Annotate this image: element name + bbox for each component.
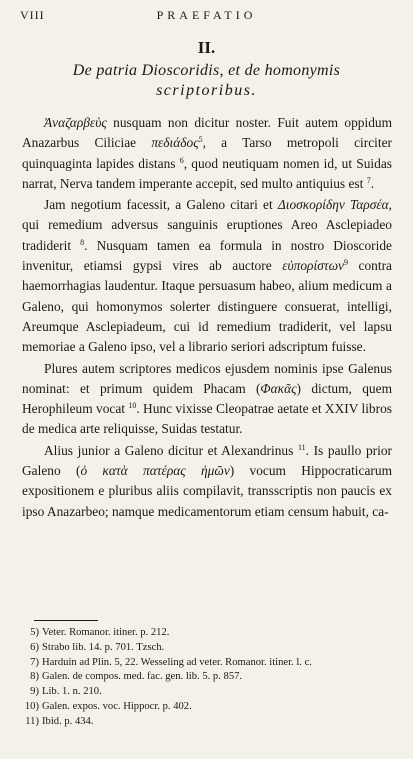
footnote-ref-10: 10: [128, 401, 137, 411]
paragraph-1-text-c: , quod neutiquam nomen id, ut Suidas narrat, Nerva tandem imperante accepit, sed multo antiquius est: [22, 155, 392, 191]
greek-kata-pateras: ὁ κατὰ πατέρας ἡμῶν: [80, 463, 230, 479]
paragraph-3: [22, 359, 392, 440]
footnote: [22, 641, 392, 656]
footnote-text: Lib. 1. n. 210.: [42, 686, 102, 698]
footnote-text: Harduin ad Plin. 5, 22. Wesseling ad veter. Romanor. itiner. l. c.: [42, 656, 312, 668]
footnote-text: Galen. expos. voc. Hippocr. p. 402.: [42, 700, 192, 712]
paragraph-3-text-b: ) dictum, quem Herophileum vocat: [22, 380, 392, 417]
greek-anazarbeus: Ἀναζαρβεὺς: [44, 115, 107, 130]
footnote: [22, 626, 392, 641]
paragraph-1-text-b: , a Tarso metropoli circiter quinquaginta lapides distans: [22, 135, 392, 171]
paragraph-2-text-b: , qui remedium adversus sanguinis eruptiones Areo Asclepiadeo tradiderit: [22, 197, 392, 253]
paragraph-2-text-d: contra haemorrhagias laudentur. Itaque persuasum habeo, alium medicum a Galeno, qui homonymos solerter distinguere consuerat, intelligi, Areumque Asclepiadeum, cui id remedium tradiderit, vel lapsu memoriae a Galeno ipso, vel a librario seriori adscriptum fuisse.: [22, 258, 392, 355]
footnote: [22, 685, 392, 700]
paragraph-4-text-b: . Is paullo prior Galeno (: [22, 442, 392, 479]
footnote-ref-6: 6: [179, 155, 184, 165]
paragraph-3-text-a: Plures autem scriptores medicos ejusdem nominis ipse Galenus nominat: et primum quidem Phacam (: [22, 360, 392, 396]
footnote: [22, 656, 392, 671]
footnote: [22, 700, 392, 715]
footnote-text: Veter. Romanor. itiner. p. 212.: [42, 627, 170, 638]
page-number: VIII: [20, 8, 45, 22]
footnote-ref-8: 8: [80, 237, 85, 247]
footnote-ref-11: 11: [297, 442, 306, 452]
paragraph-4-text-a: Alius junior a Galeno dicitur et Alexandrinus: [44, 442, 298, 458]
footnote-number: 10): [24, 700, 39, 712]
running-header: [20, 8, 393, 24]
footnote-number: 8): [30, 671, 39, 683]
greek-dioscoriden-tarsea: Διοσκορίδην Ταρσέα: [277, 197, 389, 213]
greek-euporiston: εὐπορίστων: [282, 258, 344, 274]
footnote-rule: [34, 620, 98, 621]
paragraph-3-text-c: . Hunc vixisse Cleopatrae aetate et XXIV libros de medica arte reliquisse, Suidas testatur.: [22, 401, 392, 437]
footnote-number: 5): [30, 627, 39, 638]
footnote: [22, 715, 392, 730]
section-number: II.: [197, 38, 216, 57]
footnotes: [22, 626, 392, 730]
section-title: [22, 61, 391, 101]
footnote-number: 9): [30, 686, 39, 698]
footnote-ref-5: 5: [198, 135, 203, 145]
footnote: [22, 670, 392, 685]
footnote-ref-7: 7: [366, 175, 371, 185]
greek-phacas: Φακᾶς: [260, 380, 297, 396]
footnote-text: Galen. de compos. med. fac. gen. lib. 5. p. 857.: [42, 671, 243, 683]
footnote-text: Ibid. p. 434.: [42, 715, 94, 727]
paragraph-1-text-a: nusquam non dicitur noster. Fuit autem oppidum Anazarbus Ciliciae: [22, 115, 392, 151]
section-title-line-2: scriptoribus.: [156, 82, 257, 99]
footnote-text: Strabo lib. 14. p. 701. Tzsch.: [42, 641, 165, 653]
paragraph-1: [22, 113, 392, 194]
paragraph-4: [22, 441, 392, 522]
footnote-number: 11): [25, 715, 39, 727]
greek-pediados: πεδιάδος: [151, 135, 199, 151]
footnote-number: 6): [30, 641, 39, 653]
footnote-number: 7): [30, 656, 39, 668]
body-text: [22, 113, 392, 522]
paragraph-4-text-c: ) vocum Hippocraticarum expositionem e pluribus aliis compilavit, transscriptis non paucis ex ipso Anazarbeo; namque medicamentorum etiam censum habuit, ca-: [22, 463, 392, 519]
paragraph-1-text-d: .: [370, 175, 375, 191]
paragraph-2-text-a: Jam negotium facessit, a Galeno citari et: [44, 197, 278, 213]
running-title: PRAEFATIO: [156, 8, 257, 22]
section-title-line-1: De patria Dioscoridis, et de homonymis: [72, 62, 341, 79]
paragraph-2-text-c: . Nusquam tamen ea formula in nostro Dioscoride invenitur, etiamsi gypsi vires ab auctore: [22, 237, 392, 274]
paragraph-2: [22, 195, 392, 357]
footnote-ref-9: 9: [343, 258, 348, 268]
